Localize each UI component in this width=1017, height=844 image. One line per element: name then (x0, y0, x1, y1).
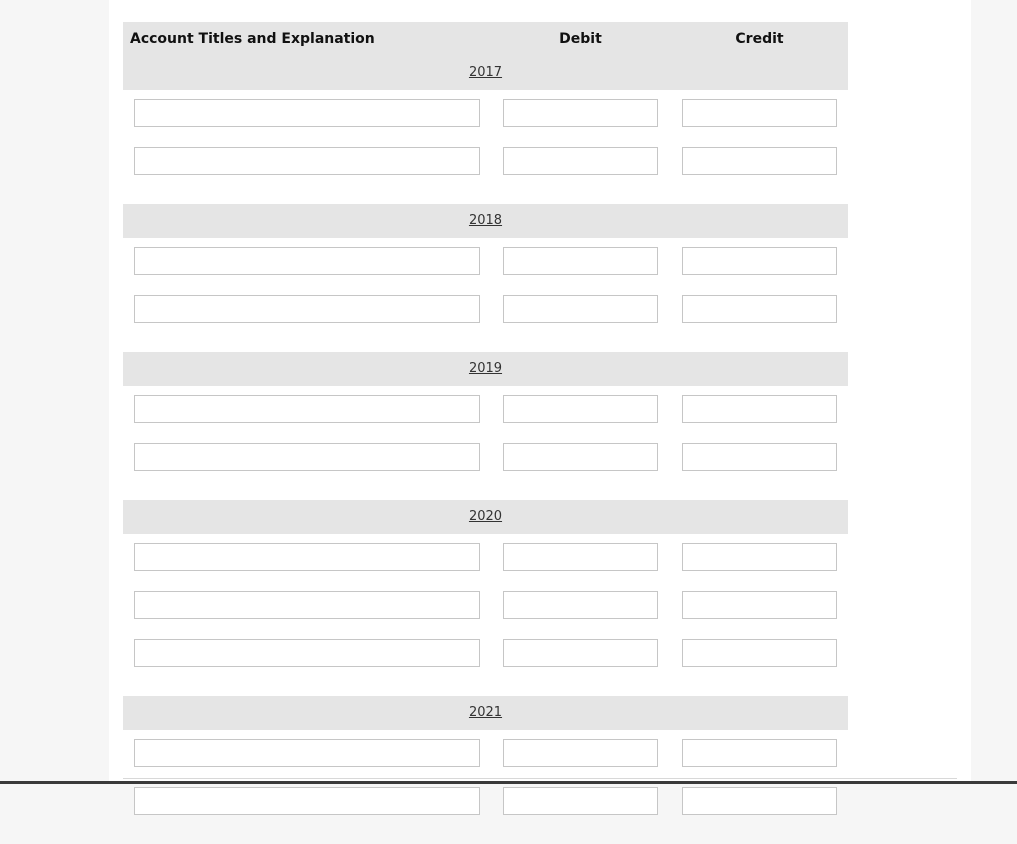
year-heading: 2017 (468, 65, 503, 80)
journal-row (123, 591, 848, 639)
journal-row (123, 247, 848, 295)
divider (123, 778, 957, 779)
column-header-account: Account Titles and Explanation (130, 31, 375, 47)
account-title-input[interactable] (134, 247, 480, 275)
table-header (123, 22, 848, 90)
debit-amount-input[interactable] (503, 247, 658, 275)
year-heading: 2018 (468, 213, 503, 228)
debit-amount-input[interactable] (503, 543, 658, 571)
credit-amount-input[interactable] (682, 639, 837, 667)
account-title-input[interactable] (134, 443, 480, 471)
journal-row (123, 99, 848, 147)
year-heading: 2021 (468, 705, 503, 720)
page-content (109, 0, 971, 784)
debit-amount-input[interactable] (503, 591, 658, 619)
debit-amount-input[interactable] (503, 787, 658, 815)
account-title-input[interactable] (134, 787, 480, 815)
debit-amount-input[interactable] (503, 739, 658, 767)
year-heading: 2019 (468, 361, 503, 376)
account-title-input[interactable] (134, 543, 480, 571)
credit-amount-input[interactable] (682, 543, 837, 571)
account-title-input[interactable] (134, 639, 480, 667)
journal-row (123, 147, 848, 195)
journal-row (123, 395, 848, 443)
journal-row (123, 295, 848, 343)
journal-row (123, 739, 848, 787)
account-title-input[interactable] (134, 295, 480, 323)
journal-row (123, 543, 848, 591)
year-band (123, 696, 848, 730)
debit-amount-input[interactable] (503, 639, 658, 667)
account-title-input[interactable] (134, 395, 480, 423)
credit-amount-input[interactable] (682, 787, 837, 815)
account-title-input[interactable] (134, 99, 480, 127)
journal-row (123, 639, 848, 687)
account-title-input[interactable] (134, 739, 480, 767)
credit-amount-input[interactable] (682, 395, 837, 423)
credit-amount-input[interactable] (682, 295, 837, 323)
credit-amount-input[interactable] (682, 591, 837, 619)
debit-amount-input[interactable] (503, 443, 658, 471)
column-header-credit: Credit (735, 31, 784, 47)
debit-amount-input[interactable] (503, 147, 658, 175)
year-band (123, 204, 848, 238)
credit-amount-input[interactable] (682, 147, 837, 175)
journal-row (123, 787, 848, 835)
debit-amount-input[interactable] (503, 295, 658, 323)
account-title-input[interactable] (134, 147, 480, 175)
column-header-debit: Debit (559, 31, 602, 47)
credit-amount-input[interactable] (682, 99, 837, 127)
journal-entry-table (123, 22, 848, 844)
debit-amount-input[interactable] (503, 395, 658, 423)
journal-row (123, 443, 848, 491)
credit-amount-input[interactable] (682, 739, 837, 767)
year-heading: 2020 (468, 509, 503, 524)
account-title-input[interactable] (134, 591, 480, 619)
year-band (123, 352, 848, 386)
year-band (123, 500, 848, 534)
debit-amount-input[interactable] (503, 99, 658, 127)
credit-amount-input[interactable] (682, 443, 837, 471)
credit-amount-input[interactable] (682, 247, 837, 275)
